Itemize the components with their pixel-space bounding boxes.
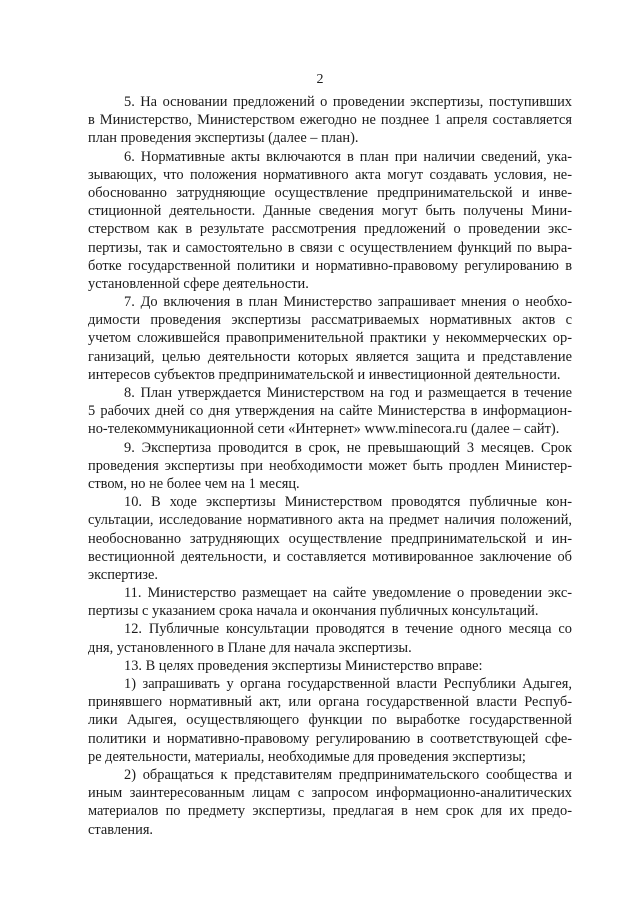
text-line: проведения экспертизы при необходимости может быть продлен Министер- [88,457,572,474]
text-line: 2) обращаться к представителям предпринимательского сообщества и [124,766,572,783]
text-line: обоснованно затрудняющие осуществление предпринимательской и инве- [88,184,572,201]
text-line: 5 рабочих дней со дня утверждения на сайте Министерства в информацион- [88,403,572,420]
text-line: необоснованно затрудняющих осуществление предпринимательской и ин- [88,530,572,547]
text-line: ством, но не более чем на 1 месяц. [88,475,300,492]
text-line: установленной сфере деятельности. [88,275,309,292]
text-line: ре деятельности, материалы, необходимые для проведения экспертизы; [88,748,526,765]
text-line: план проведения экспертизы (далее – план). [88,130,359,147]
text-line: 12. Публичные консультации проводятся в течение одного месяца со [124,621,572,638]
paragraph-p13 [88,657,572,675]
paragraph-p13-2 [88,766,572,839]
text-line: лики Адыгея, осуществляющего функции по выработке государственной [88,712,572,729]
paragraph-p13-1 [88,675,572,766]
paragraph-p5 [88,93,572,148]
text-line: принявшего нормативный акт, или органа государственной власти Респуб- [88,694,572,711]
text-line: в Министерство, Министерством ежегодно не позднее 1 апреля составляется [88,112,572,129]
text-line: ганизаций, целью деятельности которых является защита и представление [88,348,572,365]
text-line: пертизы, так и самостоятельно в связи с осуществлением функций по выра- [88,239,572,256]
document-body [88,93,572,839]
text-line: стиционной деятельности. Данные сведения могут быть получены Мини- [88,203,572,220]
paragraph-p9 [88,439,572,494]
text-line: дня, установленного в Плане для начала экспертизы. [88,639,412,656]
text-line: но-телекоммуникационной сети «Интернет» www.minecora.ru (далее – сайт). [88,421,560,438]
text-line: 9. Экспертиза проводится в срок, не превышающий 3 месяцев. Срок [124,439,572,456]
text-line: 13. В целях проведения экспертизы Министерство вправе: [124,657,483,674]
text-line: 10. В ходе экспертизы Министерством проводятся публичные кон- [124,494,572,511]
paragraph-p10 [88,493,572,584]
text-line: 6. Нормативные акты включаются в план при наличии сведений, ука- [124,148,572,165]
paragraph-p12 [88,620,572,656]
text-line: политики и нормативно-правовому регулированию в соответствующей сфе- [88,730,572,747]
paragraph-p8 [88,384,572,439]
text-line: иным заинтересованным лицам с запросом информационно-аналитических [88,785,572,802]
text-line: 11. Министерство размещает на сайте уведомление о проведении экс- [124,585,572,602]
paragraph-p7 [88,293,572,384]
text-line: 1) запрашивать у органа государственной власти Республики Адыгея, [124,676,572,692]
text-line: 7. До включения в план Министерство запрашивает мнения о необхо- [124,294,572,311]
text-line: экспертизе. [88,566,158,583]
paragraph-p6 [88,148,572,294]
text-line: ставления. [88,821,154,838]
text-line: интересов субъектов предпринимательской и инвестиционной деятельности. [88,366,561,383]
text-line: димости проведения экспертизы рассматриваемых нормативных актов с [88,312,572,329]
text-line: пертизы с указанием срока начала и окончания публичных консультаций. [88,603,539,620]
text-line: 5. На основании предложений о проведении экспертизы, поступивших [124,94,572,110]
text-line: учетом сложившейся правоприменительной практики у некоммерческих ор- [88,330,572,347]
page-number: 2 [316,72,324,87]
text-line: стерством как в результате рассмотрения предложений о проведении экс- [88,221,572,238]
text-line: материалов по предмету экспертизы, предлагая в нем срок для их предо- [88,803,572,820]
text-line: вестиционной деятельности, и составляется мотивированное заключение об [88,548,572,565]
text-line: ботке государственной политики и нормативно-правовому регулированию в [88,257,572,274]
paragraph-p11 [88,584,572,620]
text-line: зывающих, что положения нормативного акта могут создавать условия, не- [88,166,572,183]
text-line: сультации, исследование нормативного акта на предмет наличия положений, [88,512,572,529]
text-line: 8. План утверждается Министерством на год и размещается в течение [124,385,572,401]
